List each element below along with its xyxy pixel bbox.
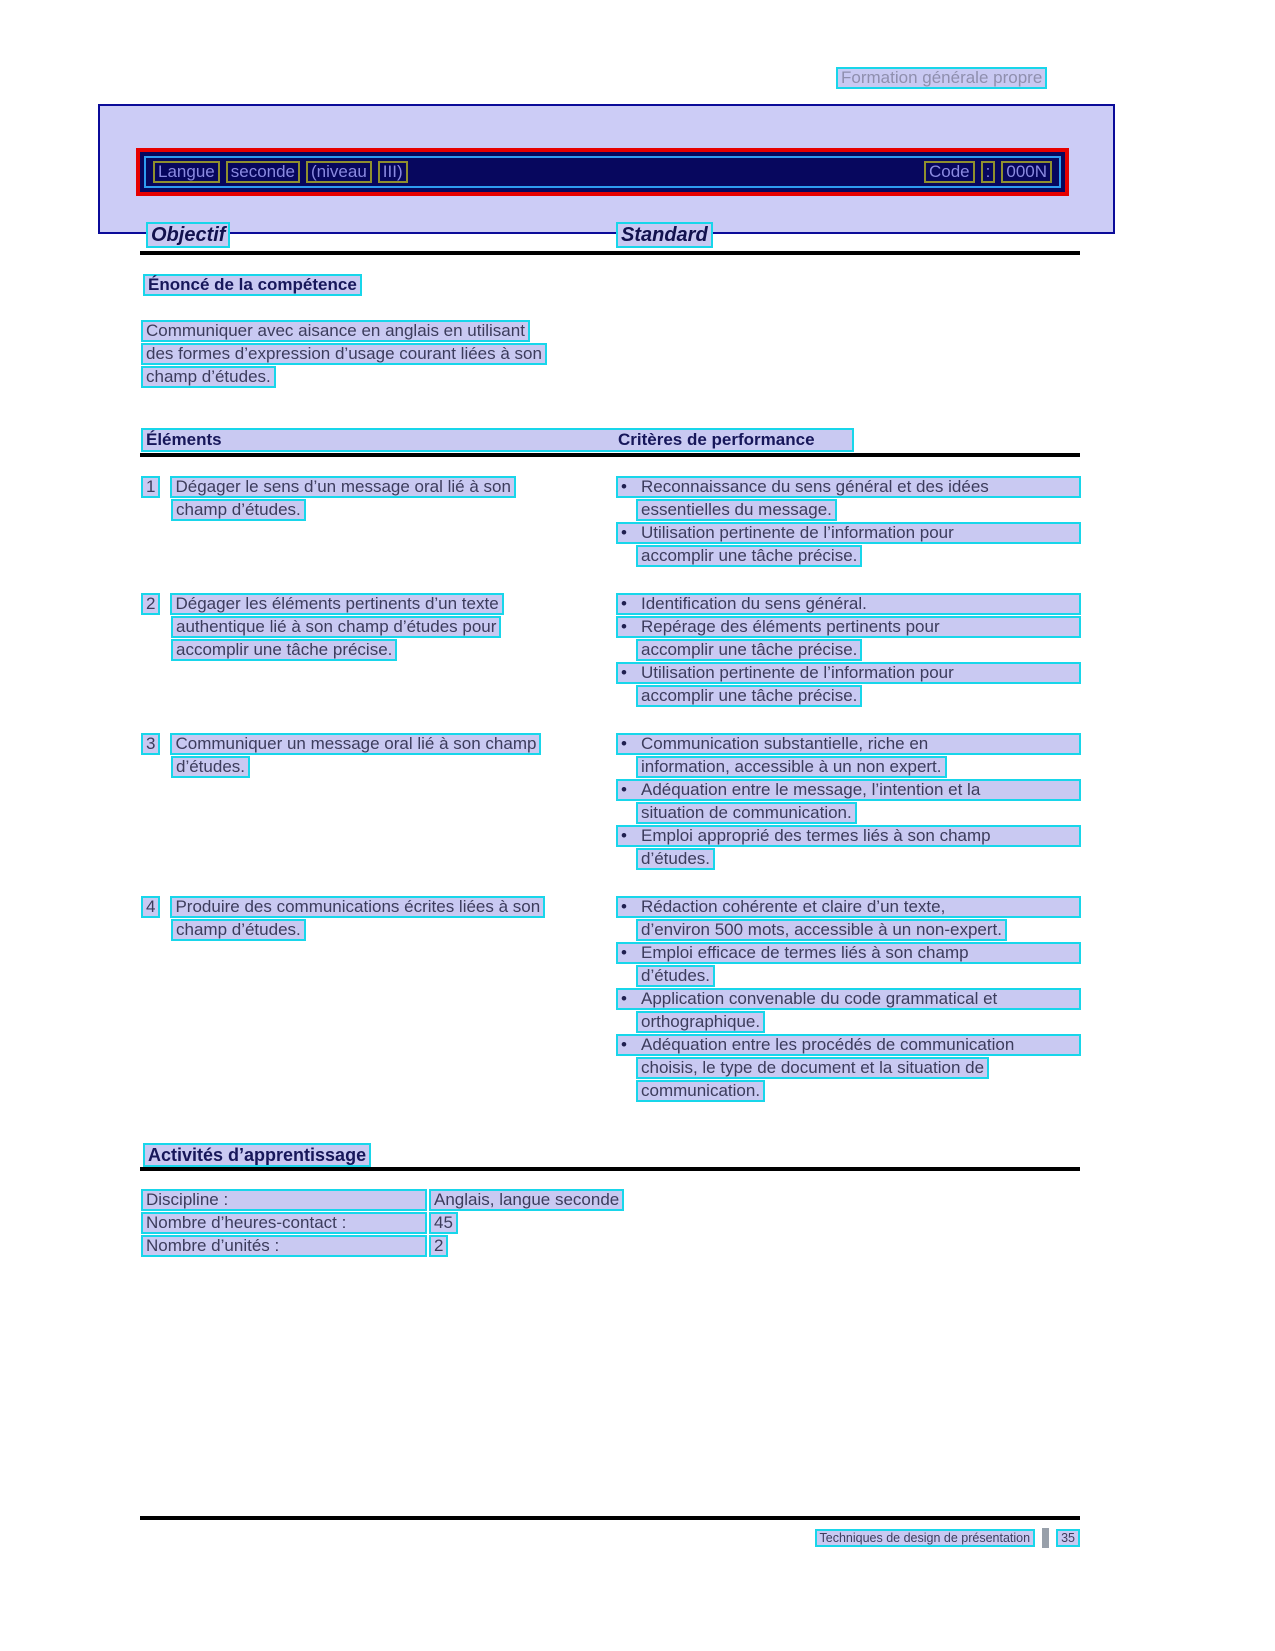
paragraph-line: champ d’études. bbox=[141, 366, 276, 388]
criteria-line: accomplir une tâche précise. bbox=[636, 685, 862, 707]
bullet-icon bbox=[621, 664, 641, 682]
element-line: accomplir une tâche précise. bbox=[171, 639, 397, 661]
paragraph-line: des formes d’expression d’usage courant liées à son bbox=[141, 343, 547, 365]
divider bbox=[140, 453, 1080, 457]
element-line: champ d’études. bbox=[171, 499, 306, 521]
element-cell bbox=[141, 733, 616, 871]
criteria-item bbox=[616, 988, 1081, 1033]
criteria-line: Reconnaissance du sens général et des idées bbox=[641, 477, 989, 496]
criteria-item bbox=[616, 1034, 1081, 1102]
criteria-line: d’environ 500 mots, accessible à un non-expert. bbox=[636, 919, 1007, 941]
header-note bbox=[836, 67, 1047, 89]
code-value: 000N bbox=[1001, 161, 1052, 183]
criteria-item bbox=[616, 942, 1081, 987]
element-line: Dégager les éléments pertinents d’un texte bbox=[170, 593, 503, 615]
criteria-line: information, accessible à un non expert. bbox=[636, 756, 947, 778]
bullet-icon bbox=[621, 990, 641, 1008]
course-header-box bbox=[98, 104, 1115, 234]
criteria-line: Rédaction cohérente et claire d’un texte, bbox=[641, 897, 946, 916]
table-row bbox=[141, 476, 1081, 568]
bullet-icon bbox=[621, 595, 641, 613]
criteria-line: Application convenable du code grammatical et bbox=[641, 989, 998, 1008]
course-code bbox=[924, 161, 1052, 183]
bullet-icon bbox=[621, 618, 641, 636]
code-separator: : bbox=[981, 161, 996, 183]
element-line: authentique lié à son champ d’études pour bbox=[171, 616, 501, 638]
criteria-item bbox=[616, 662, 1081, 707]
criteres-header: Critères de performance bbox=[618, 430, 815, 449]
table-header bbox=[141, 428, 854, 452]
criteria-line: Utilisation pertinente de l’information pour bbox=[641, 663, 954, 682]
table-row bbox=[141, 896, 1081, 1103]
criteria-item bbox=[616, 476, 1081, 521]
code-label: Code bbox=[924, 161, 975, 183]
criteria-item bbox=[616, 593, 1081, 615]
criteria-line: d’études. bbox=[636, 965, 715, 987]
bullet-icon bbox=[621, 1036, 641, 1054]
title-word: III) bbox=[378, 161, 408, 183]
criteria-line: orthographique. bbox=[636, 1011, 765, 1033]
criteria-item bbox=[616, 779, 1081, 824]
criteria-item bbox=[616, 896, 1081, 941]
objectif-heading: Objectif bbox=[146, 222, 230, 248]
competence-heading: Énoncé de la compétence bbox=[143, 274, 362, 296]
course-title bbox=[153, 161, 408, 183]
competence-table bbox=[141, 476, 1081, 1128]
element-line: Dégager le sens d’un message oral lié à son bbox=[170, 476, 515, 498]
divider bbox=[140, 251, 1080, 255]
table-row bbox=[141, 593, 1081, 708]
criteria-line: Communication substantielle, riche en bbox=[641, 734, 929, 753]
criteria-line: accomplir une tâche précise. bbox=[636, 639, 862, 661]
page-number: 35 bbox=[1056, 1529, 1080, 1547]
criteria-item bbox=[616, 825, 1081, 870]
criteria-line: choisis, le type de document et la situation de bbox=[636, 1057, 989, 1079]
info-row bbox=[141, 1212, 624, 1234]
criteria-line: essentielles du message. bbox=[636, 499, 837, 521]
element-cell bbox=[141, 896, 616, 1103]
criteria-cell bbox=[616, 593, 1081, 708]
element-line: d’études. bbox=[171, 756, 250, 778]
criteria-line: d’études. bbox=[636, 848, 715, 870]
element-cell bbox=[141, 476, 616, 568]
page-footer bbox=[140, 1528, 1080, 1548]
bullet-icon bbox=[621, 524, 641, 542]
criteria-cell bbox=[616, 896, 1081, 1103]
bullet-icon bbox=[621, 944, 641, 962]
criteria-line: Repérage des éléments pertinents pour bbox=[641, 617, 940, 636]
element-number: 3 bbox=[141, 733, 160, 755]
standard-heading: Standard bbox=[616, 222, 713, 248]
criteria-line: Identification du sens général. bbox=[641, 594, 867, 613]
criteria-line: accomplir une tâche précise. bbox=[636, 545, 862, 567]
element-number: 2 bbox=[141, 593, 160, 615]
course-title-bar-frame bbox=[144, 156, 1061, 188]
info-label: Discipline : bbox=[141, 1189, 427, 1211]
info-label: Nombre d’unités : bbox=[141, 1235, 427, 1257]
paragraph-line: Communiquer avec aisance en anglais en utilisant bbox=[141, 320, 530, 342]
element-line: champ d’études. bbox=[171, 919, 306, 941]
element-cell bbox=[141, 593, 616, 708]
criteria-item bbox=[616, 522, 1081, 567]
info-value: 45 bbox=[429, 1212, 458, 1234]
criteria-item bbox=[616, 733, 1081, 778]
criteria-cell bbox=[616, 733, 1081, 871]
element-number: 1 bbox=[141, 476, 160, 498]
course-title-bar bbox=[136, 148, 1069, 196]
activities-info bbox=[141, 1189, 624, 1258]
info-value: Anglais, langue seconde bbox=[429, 1189, 624, 1211]
element-line: Produire des communications écrites liées à son bbox=[170, 896, 545, 918]
footer-separator-bar bbox=[1042, 1528, 1049, 1548]
title-word: Langue bbox=[153, 161, 220, 183]
criteria-item bbox=[616, 616, 1081, 661]
criteria-line: Emploi approprié des termes liés à son champ bbox=[641, 826, 991, 845]
bullet-icon bbox=[621, 478, 641, 496]
footer-text: Techniques de design de présentation bbox=[815, 1529, 1036, 1547]
criteria-line: Emploi efficace de termes liés à son champ bbox=[641, 943, 969, 962]
bullet-icon bbox=[621, 735, 641, 753]
activities-heading: Activités d’apprentissage bbox=[143, 1143, 371, 1167]
table-row bbox=[141, 733, 1081, 871]
elements-header: Éléments bbox=[146, 430, 222, 449]
header-note-text: Formation générale propre bbox=[836, 67, 1047, 89]
criteria-line: Utilisation pertinente de l’information pour bbox=[641, 523, 954, 542]
info-row bbox=[141, 1235, 624, 1257]
criteria-cell bbox=[616, 476, 1081, 568]
element-line: Communiquer un message oral lié à son champ bbox=[170, 733, 541, 755]
competence-paragraph bbox=[141, 320, 547, 389]
element-number: 4 bbox=[141, 896, 160, 918]
divider bbox=[140, 1167, 1080, 1171]
footer-divider bbox=[140, 1516, 1080, 1520]
criteria-line: Adéquation entre le message, l’intention et la bbox=[641, 780, 981, 799]
title-word: (niveau bbox=[306, 161, 372, 183]
criteria-line: communication. bbox=[636, 1080, 765, 1102]
info-value: 2 bbox=[429, 1235, 448, 1257]
criteria-line: Adéquation entre les procédés de communication bbox=[641, 1035, 1015, 1054]
criteria-line: situation de communication. bbox=[636, 802, 857, 824]
info-row bbox=[141, 1189, 624, 1211]
bullet-icon bbox=[621, 827, 641, 845]
info-label: Nombre d’heures-contact : bbox=[141, 1212, 427, 1234]
bullet-icon bbox=[621, 781, 641, 799]
title-word: seconde bbox=[226, 161, 300, 183]
bullet-icon bbox=[621, 898, 641, 916]
